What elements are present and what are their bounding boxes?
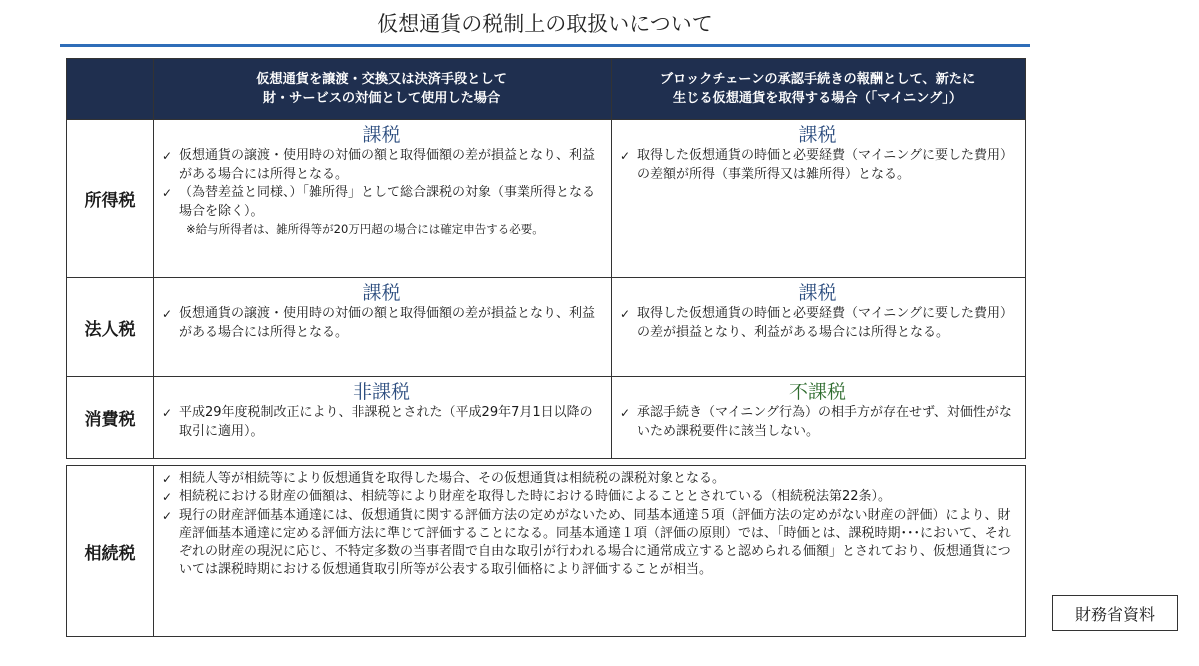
corporate-mining-cell <box>612 278 1025 376</box>
check-icon: ✓ <box>162 490 173 505</box>
table-header-row <box>67 59 1025 119</box>
income-mining-cell <box>612 120 1025 277</box>
list-item: ✓ 仮想通貨の譲渡・使用時の対価の額と取得価額の差が損益となり、利益がある場合には所得となる。 <box>162 147 601 184</box>
check-icon: ✓ <box>162 149 173 163</box>
list-item: ✓ （為替差益と同様、）「雑所得」として総合課税の対象（事業所得となる場合を除く）。 <box>162 184 601 221</box>
inheritance-cell <box>154 466 1025 636</box>
list-item: ✓ 取得した仮想通貨の時価と必要経費（マイニングに要した費用）の差額が所得（事業所得又は雑所得）となる。 <box>620 147 1015 184</box>
check-icon: ✓ <box>162 508 173 523</box>
verdict-label: 不課税 <box>788 381 846 403</box>
list-item: ✓ 承認手続き（マイニング行為）の相手方が存在せず、対価性がないため課税要件に該当しない。 <box>620 404 1015 441</box>
list-item: ✓ 相続人等が相続等により仮想通貨を取得した場合、その仮想通貨は相続税の課税対象となる。 <box>162 470 1015 488</box>
verdict-label: 課税 <box>798 282 837 304</box>
consumption-usage-cell <box>154 377 612 458</box>
check-icon: ✓ <box>162 472 173 486</box>
check-icon: ✓ <box>620 406 631 420</box>
check-icon: ✓ <box>162 406 173 420</box>
header-usage-case <box>154 59 612 119</box>
corporate-tax-row <box>67 277 1025 376</box>
verdict-label: 非課税 <box>352 381 410 403</box>
verdict-label: 課税 <box>362 124 401 146</box>
check-icon: ✓ <box>620 307 631 321</box>
header-mining-case <box>612 59 1025 119</box>
check-icon: ✓ <box>620 149 631 163</box>
list-item: ✓ 現行の財産評価基本通達には、仮想通貨に関する評価方法の定めがないため、同基本通達５項（評価方法の定めがない財産の評価）により、財産評価基本通達に定める評価方法に準じて評価することになる。同基本通達１項（評価の原則）では、「時価とは、課税時期･･･において、それぞれの財産の現況に応じ、不特定多数の当事者間で自由な取引が行われる場合に通常成立すると認められる価額」とされており、仮想通貨については課税時期における仮想通貨取引所等が公表する取引価格により評価することが相当。 <box>162 507 1015 580</box>
source-label: 財務省資料 <box>1052 595 1178 631</box>
check-icon: ✓ <box>162 186 173 200</box>
corporate-usage-cell <box>154 278 612 376</box>
row-label-corporate-tax: 法人税 <box>67 278 154 376</box>
tax-table <box>66 58 1026 459</box>
footnote: ※給与所得者は、雑所得等が20万円超の場合には確定申告する必要。 <box>186 222 544 236</box>
list-item: ✓ 相続税における財産の価額は、相続等により財産を取得した時における時価によることとされている（相続税法第22条）。 <box>162 488 1015 506</box>
inheritance-tax-table <box>66 465 1026 637</box>
title-underline <box>60 44 1030 47</box>
verdict-label: 課税 <box>362 282 401 304</box>
header-usage-text: 仮想通貨を譲渡・交換又は決済手段として 財・サービスの対価として使用した場合 <box>256 71 507 106</box>
consumption-mining-cell <box>612 377 1025 458</box>
verdict-label: 課税 <box>798 124 837 146</box>
list-item: ✓ 仮想通貨の譲渡・使用時の対価の額と取得価額の差が損益となり、利益がある場合には所得となる。 <box>162 305 601 342</box>
header-mining-text: ブロックチェーンの承認手続きの報酬として、新たに 生じる仮想通貨を取得する場合（「マイニング」） <box>659 71 976 106</box>
income-tax-row <box>67 119 1025 277</box>
row-label-inheritance-tax: 相続税 <box>67 466 154 636</box>
income-usage-cell <box>154 120 612 277</box>
header-corner-cell <box>67 59 154 119</box>
row-label-consumption-tax: 消費税 <box>67 377 154 458</box>
consumption-tax-row <box>67 376 1025 458</box>
list-item: ✓ 平成29年度税制改正により、非課税とされた（平成29年7月1日以降の取引に適用）。 <box>162 404 601 441</box>
check-icon: ✓ <box>162 307 173 321</box>
row-label-income-tax: 所得税 <box>67 120 154 277</box>
page-title: 仮想通貨の税制上の取扱いについて <box>377 12 713 36</box>
list-item: ✓ 取得した仮想通貨の時価と必要経費（マイニングに要した費用）の差が損益となり、利益がある場合には所得となる。 <box>620 305 1015 342</box>
